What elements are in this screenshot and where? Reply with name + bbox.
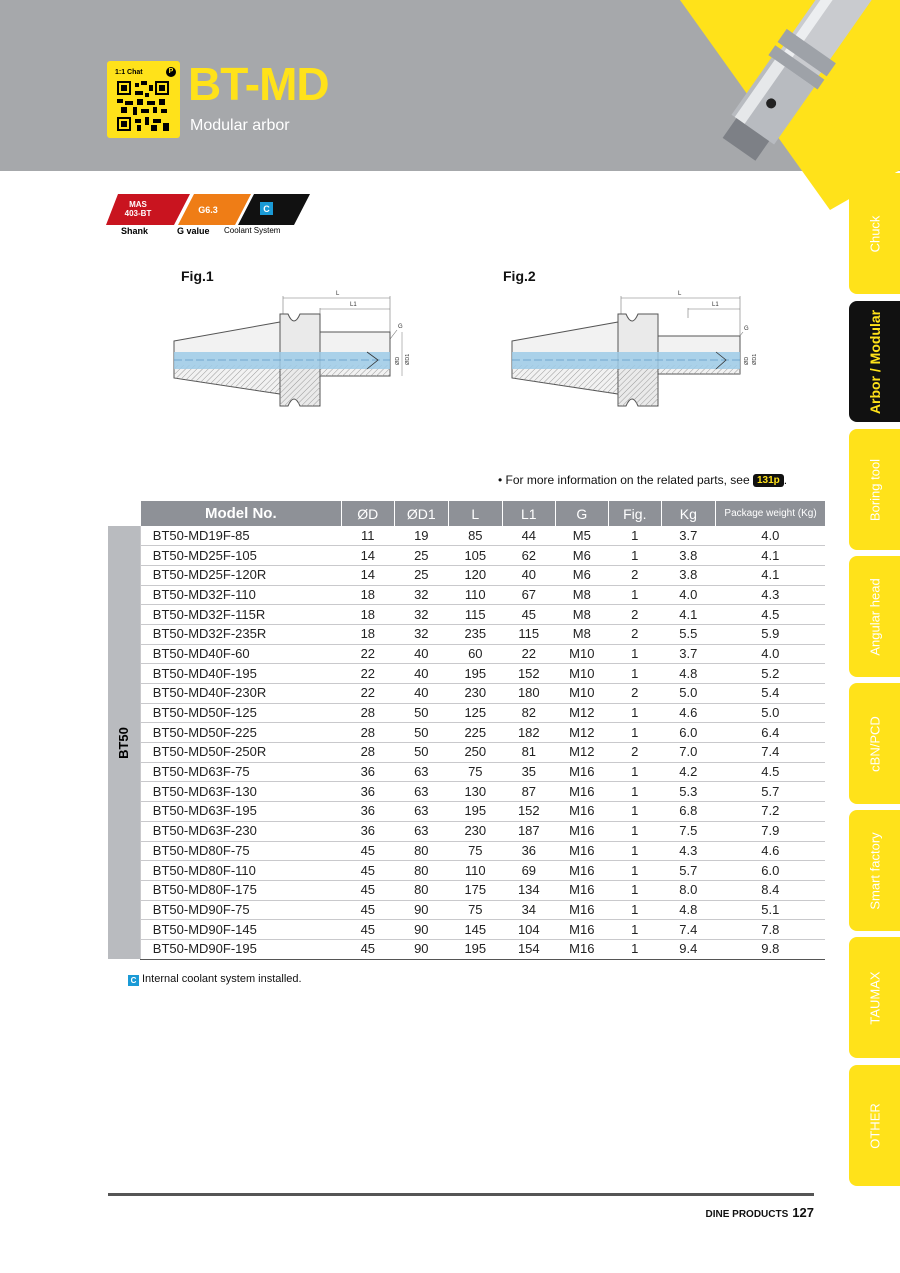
cell-od: 36 — [341, 802, 394, 822]
table-row — [108, 782, 825, 802]
footer — [706, 1205, 815, 1220]
cell-l1: 87 — [502, 782, 555, 802]
cell-model: BT50-MD25F-105 — [140, 546, 341, 566]
cell-od1: 80 — [394, 841, 448, 861]
cell-od: 28 — [341, 723, 394, 743]
cell-package-weight: 8.4 — [715, 880, 825, 900]
spec-badges — [106, 194, 316, 226]
svg-text:L: L — [678, 291, 682, 297]
cell-package-weight: 5.4 — [715, 684, 825, 704]
cell-fig: 1 — [608, 723, 661, 743]
cell-kg: 8.0 — [661, 880, 715, 900]
cell-package-weight: 4.6 — [715, 841, 825, 861]
cell-l: 105 — [448, 546, 502, 566]
cell-package-weight: 7.2 — [715, 802, 825, 822]
cell-model: BT50-MD50F-225 — [140, 723, 341, 743]
cell-model: BT50-MD80F-75 — [140, 841, 341, 861]
cell-l: 250 — [448, 743, 502, 763]
cell-package-weight: 5.1 — [715, 900, 825, 920]
cell-od: 36 — [341, 782, 394, 802]
cell-g: M16 — [555, 861, 608, 881]
cell-model: BT50-MD32F-110 — [140, 585, 341, 605]
tab-boring-tool[interactable] — [849, 429, 900, 550]
cell-od1: 40 — [394, 664, 448, 684]
cell-model: BT50-MD63F-195 — [140, 802, 341, 822]
cell-g: M8 — [555, 624, 608, 644]
cell-od: 28 — [341, 703, 394, 723]
cell-model: BT50-MD50F-125 — [140, 703, 341, 723]
cell-l1: 34 — [502, 900, 555, 920]
cell-model: BT50-MD19F-85 — [140, 526, 341, 546]
cell-l: 115 — [448, 605, 502, 625]
cell-od: 45 — [341, 939, 394, 959]
cell-od: 22 — [341, 644, 394, 664]
cell-l: 110 — [448, 585, 502, 605]
tab-label: OTHER — [867, 1102, 882, 1149]
cell-l1: 104 — [502, 920, 555, 940]
tab-chuck[interactable] — [849, 173, 900, 294]
table-row — [108, 585, 825, 605]
col-od: ØD — [341, 501, 394, 526]
table-row — [108, 821, 825, 841]
cell-od1: 80 — [394, 861, 448, 881]
cell-package-weight: 6.0 — [715, 861, 825, 881]
cell-model: BT50-MD90F-195 — [140, 939, 341, 959]
cell-od1: 50 — [394, 743, 448, 763]
table-row — [108, 920, 825, 940]
cell-od1: 50 — [394, 723, 448, 743]
cell-package-weight: 4.1 — [715, 565, 825, 585]
cell-l: 85 — [448, 526, 502, 546]
cell-fig: 1 — [608, 920, 661, 940]
cell-od: 36 — [341, 821, 394, 841]
cell-fig: 1 — [608, 585, 661, 605]
cell-fig: 1 — [608, 762, 661, 782]
table-row — [108, 743, 825, 763]
fig2-title: Fig.2 — [503, 268, 536, 284]
fig1-title: Fig.1 — [181, 268, 214, 284]
cell-g: M10 — [555, 644, 608, 664]
cell-kg: 3.7 — [661, 526, 715, 546]
note-end: . — [783, 473, 788, 487]
cell-od1: 32 — [394, 624, 448, 644]
cell-g: M6 — [555, 546, 608, 566]
cell-l: 120 — [448, 565, 502, 585]
footer-brand: DINE PRODUCTS — [705, 1209, 789, 1220]
shank-label: Shank — [121, 226, 149, 236]
cell-od: 45 — [341, 861, 394, 881]
cell-package-weight: 4.0 — [715, 644, 825, 664]
cell-l1: 36 — [502, 841, 555, 861]
cell-kg: 5.3 — [661, 782, 715, 802]
cell-od: 22 — [341, 664, 394, 684]
coolant-badge-shape — [238, 194, 310, 225]
cell-package-weight: 7.8 — [715, 920, 825, 940]
cell-od: 28 — [341, 743, 394, 763]
cell-g: M16 — [555, 782, 608, 802]
cell-od: 36 — [341, 762, 394, 782]
cell-kg: 9.4 — [661, 939, 715, 959]
cell-g: M12 — [555, 743, 608, 763]
cell-kg: 3.8 — [661, 565, 715, 585]
cell-package-weight: 5.0 — [715, 703, 825, 723]
cell-fig: 1 — [608, 900, 661, 920]
col-l1: L1 — [502, 501, 555, 526]
tab-label: Arbor / Modular — [866, 309, 883, 414]
cell-model: BT50-MD63F-130 — [140, 782, 341, 802]
cell-l1: 180 — [502, 684, 555, 704]
cell-od1: 50 — [394, 703, 448, 723]
cell-package-weight: 7.4 — [715, 743, 825, 763]
cell-od: 18 — [341, 585, 394, 605]
tab-label: Smart factory — [867, 831, 882, 910]
cell-od1: 63 — [394, 762, 448, 782]
cell-g: M8 — [555, 585, 608, 605]
page-subtitle: Modular arbor — [190, 117, 290, 134]
cell-model: BT50-MD63F-230 — [140, 821, 341, 841]
qr-chat-box[interactable] — [107, 61, 180, 138]
cell-fig: 1 — [608, 861, 661, 881]
svg-text:L1: L1 — [712, 302, 719, 308]
table-row — [108, 605, 825, 625]
cell-l: 235 — [448, 624, 502, 644]
cell-kg: 4.8 — [661, 664, 715, 684]
cell-package-weight: 4.1 — [715, 546, 825, 566]
table-row — [108, 723, 825, 743]
cell-model: BT50-MD25F-120R — [140, 565, 341, 585]
cell-package-weight: 4.3 — [715, 585, 825, 605]
cell-fig: 1 — [608, 526, 661, 546]
cell-fig: 1 — [608, 703, 661, 723]
cell-kg: 5.0 — [661, 684, 715, 704]
kakao-icon: P — [166, 67, 176, 77]
cell-package-weight: 4.5 — [715, 605, 825, 625]
col-kg: Kg — [661, 501, 715, 526]
cell-l1: 152 — [502, 664, 555, 684]
table-header-row — [108, 501, 825, 526]
table-row — [108, 684, 825, 704]
cell-fig: 1 — [608, 546, 661, 566]
cell-l1: 22 — [502, 644, 555, 664]
cell-kg: 7.4 — [661, 920, 715, 940]
cell-g: M16 — [555, 900, 608, 920]
cell-package-weight: 5.9 — [715, 624, 825, 644]
cell-l1: 187 — [502, 821, 555, 841]
svg-text:G: G — [744, 326, 749, 332]
cell-kg: 7.0 — [661, 743, 715, 763]
cell-model: BT50-MD32F-235R — [140, 624, 341, 644]
cell-od1: 63 — [394, 821, 448, 841]
svg-text:G: G — [398, 324, 403, 330]
cell-l: 195 — [448, 802, 502, 822]
cell-l1: 115 — [502, 624, 555, 644]
svg-text:ØD: ØD — [744, 356, 750, 365]
cell-kg: 3.7 — [661, 644, 715, 664]
cell-kg: 6.0 — [661, 723, 715, 743]
cell-l1: 45 — [502, 605, 555, 625]
col-l: L — [448, 501, 502, 526]
cell-model: BT50-MD32F-115R — [140, 605, 341, 625]
cell-package-weight: 4.5 — [715, 762, 825, 782]
table-row — [108, 546, 825, 566]
footer-rule — [108, 1193, 814, 1196]
col-fig: Fig. — [608, 501, 661, 526]
cell-kg: 5.5 — [661, 624, 715, 644]
cell-g: M16 — [555, 880, 608, 900]
svg-text:ØD1: ØD1 — [405, 353, 411, 365]
cell-l1: 81 — [502, 743, 555, 763]
cell-g: M8 — [555, 605, 608, 625]
cell-g: M5 — [555, 526, 608, 546]
cell-kg: 4.8 — [661, 900, 715, 920]
table-corner — [108, 501, 140, 526]
table-row — [108, 841, 825, 861]
cell-od: 18 — [341, 624, 394, 644]
cell-fig: 1 — [608, 880, 661, 900]
table-row — [108, 624, 825, 644]
tab-cbn-pcd[interactable] — [849, 683, 900, 804]
cell-package-weight: 7.9 — [715, 821, 825, 841]
cell-fig: 1 — [608, 782, 661, 802]
cell-od1: 40 — [394, 684, 448, 704]
cell-model: BT50-MD50F-250R — [140, 743, 341, 763]
cell-od: 45 — [341, 880, 394, 900]
cell-l: 195 — [448, 939, 502, 959]
cell-model: BT50-MD80F-110 — [140, 861, 341, 881]
group-label: BT50 — [115, 726, 131, 759]
tab-label: cBN/PCD — [867, 715, 882, 772]
cell-l1: 35 — [502, 762, 555, 782]
cell-kg: 4.1 — [661, 605, 715, 625]
cell-package-weight: 6.4 — [715, 723, 825, 743]
col-model-no: Model No. — [140, 501, 341, 526]
cell-g: M16 — [555, 939, 608, 959]
cell-od1: 90 — [394, 900, 448, 920]
cell-od1: 63 — [394, 782, 448, 802]
cell-od1: 90 — [394, 920, 448, 940]
cell-fig: 1 — [608, 821, 661, 841]
cell-fig: 1 — [608, 939, 661, 959]
tab-smart-factory[interactable] — [849, 810, 900, 931]
tab-arbor-modular[interactable] — [849, 301, 900, 422]
group-label-cell — [108, 526, 140, 959]
cell-g: M16 — [555, 762, 608, 782]
cell-package-weight: 5.2 — [715, 664, 825, 684]
col-od1: ØD1 — [394, 501, 448, 526]
note-text: • For more information on the related parts, see — [498, 473, 750, 487]
cell-kg: 3.8 — [661, 546, 715, 566]
cell-od1: 32 — [394, 585, 448, 605]
fig2-drawing — [508, 288, 758, 418]
cell-fig: 2 — [608, 565, 661, 585]
cell-od: 18 — [341, 605, 394, 625]
table-row — [108, 664, 825, 684]
tab-label: Chuck — [867, 215, 882, 252]
cell-l: 145 — [448, 920, 502, 940]
coolant-icon: C — [128, 975, 139, 986]
coolant-label: Coolant System — [224, 226, 281, 235]
coolant-footnote — [128, 973, 302, 986]
g-value-label: G value — [177, 226, 210, 236]
cell-g: M16 — [555, 802, 608, 822]
cell-l1: 152 — [502, 802, 555, 822]
cell-model: BT50-MD80F-175 — [140, 880, 341, 900]
table-row — [108, 861, 825, 881]
cell-od: 11 — [341, 526, 394, 546]
page-title: BT-MD — [188, 58, 329, 110]
cell-kg: 4.6 — [661, 703, 715, 723]
table-row — [108, 939, 825, 959]
cell-l: 225 — [448, 723, 502, 743]
cell-l1: 134 — [502, 880, 555, 900]
g-value-badge-text: G6.3 — [198, 205, 218, 215]
cell-od1: 25 — [394, 565, 448, 585]
cell-l: 195 — [448, 664, 502, 684]
cell-g: M16 — [555, 841, 608, 861]
tab-label: TAUMAX — [867, 970, 882, 1025]
cell-l: 130 — [448, 782, 502, 802]
cell-od: 22 — [341, 684, 394, 704]
tab-label: Angular head — [867, 577, 882, 656]
cell-package-weight: 9.8 — [715, 939, 825, 959]
cell-od1: 19 — [394, 526, 448, 546]
cell-od1: 63 — [394, 802, 448, 822]
cell-fig: 2 — [608, 743, 661, 763]
shank-badge-text-line1: MAS — [129, 200, 147, 209]
related-parts-note — [498, 473, 787, 487]
qr-code-icon — [117, 81, 169, 131]
cell-od: 45 — [341, 841, 394, 861]
cell-l: 75 — [448, 900, 502, 920]
coolant-badge-text: C — [263, 204, 270, 214]
col-package-weight: Package weight (Kg) — [715, 501, 825, 526]
cell-kg: 7.5 — [661, 821, 715, 841]
cell-kg: 4.2 — [661, 762, 715, 782]
cell-model: BT50-MD40F-230R — [140, 684, 341, 704]
col-g: G — [555, 501, 608, 526]
cell-od: 14 — [341, 546, 394, 566]
cell-model: BT50-MD40F-195 — [140, 664, 341, 684]
cell-package-weight: 4.0 — [715, 526, 825, 546]
cell-model: BT50-MD40F-60 — [140, 644, 341, 664]
shank-badge-text-line2: 403-BT — [124, 209, 152, 218]
table-row — [108, 802, 825, 822]
cell-g: M10 — [555, 684, 608, 704]
table-row — [108, 644, 825, 664]
cell-l: 230 — [448, 684, 502, 704]
cell-g: M16 — [555, 821, 608, 841]
cell-g: M12 — [555, 723, 608, 743]
cell-l: 75 — [448, 762, 502, 782]
cell-od: 45 — [341, 920, 394, 940]
cell-fig: 1 — [608, 841, 661, 861]
cell-model: BT50-MD90F-145 — [140, 920, 341, 940]
page-ref-badge[interactable]: 131p — [753, 474, 784, 487]
cell-kg: 5.7 — [661, 861, 715, 881]
svg-text:L1: L1 — [350, 302, 357, 308]
cell-od1: 90 — [394, 939, 448, 959]
tab-angular-head[interactable] — [849, 556, 900, 677]
tab-taumax[interactable] — [849, 937, 900, 1058]
qr-label: 1:1 Chat — [115, 69, 143, 76]
cell-od: 14 — [341, 565, 394, 585]
cell-l1: 182 — [502, 723, 555, 743]
cell-kg: 4.3 — [661, 841, 715, 861]
cell-l: 175 — [448, 880, 502, 900]
cell-l: 60 — [448, 644, 502, 664]
table-row — [108, 900, 825, 920]
cell-od: 45 — [341, 900, 394, 920]
svg-text:ØD: ØD — [395, 356, 401, 365]
cell-fig: 1 — [608, 644, 661, 664]
svg-text:L: L — [336, 291, 340, 297]
table-row — [108, 526, 825, 546]
cell-od1: 25 — [394, 546, 448, 566]
table-row — [108, 880, 825, 900]
cell-g: M6 — [555, 565, 608, 585]
cell-l1: 40 — [502, 565, 555, 585]
cell-model: BT50-MD90F-75 — [140, 900, 341, 920]
cell-l: 125 — [448, 703, 502, 723]
cell-od1: 80 — [394, 880, 448, 900]
tab-label: Boring tool — [867, 458, 882, 521]
cell-g: M12 — [555, 703, 608, 723]
table-row — [108, 565, 825, 585]
cell-od1: 40 — [394, 644, 448, 664]
cell-l1: 154 — [502, 939, 555, 959]
cell-kg: 6.8 — [661, 802, 715, 822]
cell-fig: 1 — [608, 664, 661, 684]
cell-fig: 2 — [608, 605, 661, 625]
fig1-drawing — [170, 288, 420, 418]
cell-l: 230 — [448, 821, 502, 841]
footnote-text: Internal coolant system installed. — [142, 973, 302, 985]
cell-fig: 2 — [608, 684, 661, 704]
cell-fig: 2 — [608, 624, 661, 644]
cell-l1: 62 — [502, 546, 555, 566]
cell-g: M10 — [555, 664, 608, 684]
cell-l: 75 — [448, 841, 502, 861]
cell-l1: 69 — [502, 861, 555, 881]
cell-od1: 32 — [394, 605, 448, 625]
cell-l1: 82 — [502, 703, 555, 723]
cell-l1: 44 — [502, 526, 555, 546]
cell-l: 110 — [448, 861, 502, 881]
tab-other[interactable] — [849, 1065, 900, 1186]
table-row — [108, 762, 825, 782]
page-number: 127 — [792, 1205, 814, 1220]
cell-kg: 4.0 — [661, 585, 715, 605]
cell-l1: 67 — [502, 585, 555, 605]
svg-text:ØD1: ØD1 — [752, 353, 758, 365]
spec-table — [108, 501, 825, 960]
cell-g: M16 — [555, 920, 608, 940]
cell-model: BT50-MD63F-75 — [140, 762, 341, 782]
cell-fig: 1 — [608, 802, 661, 822]
cell-package-weight: 5.7 — [715, 782, 825, 802]
table-row — [108, 703, 825, 723]
